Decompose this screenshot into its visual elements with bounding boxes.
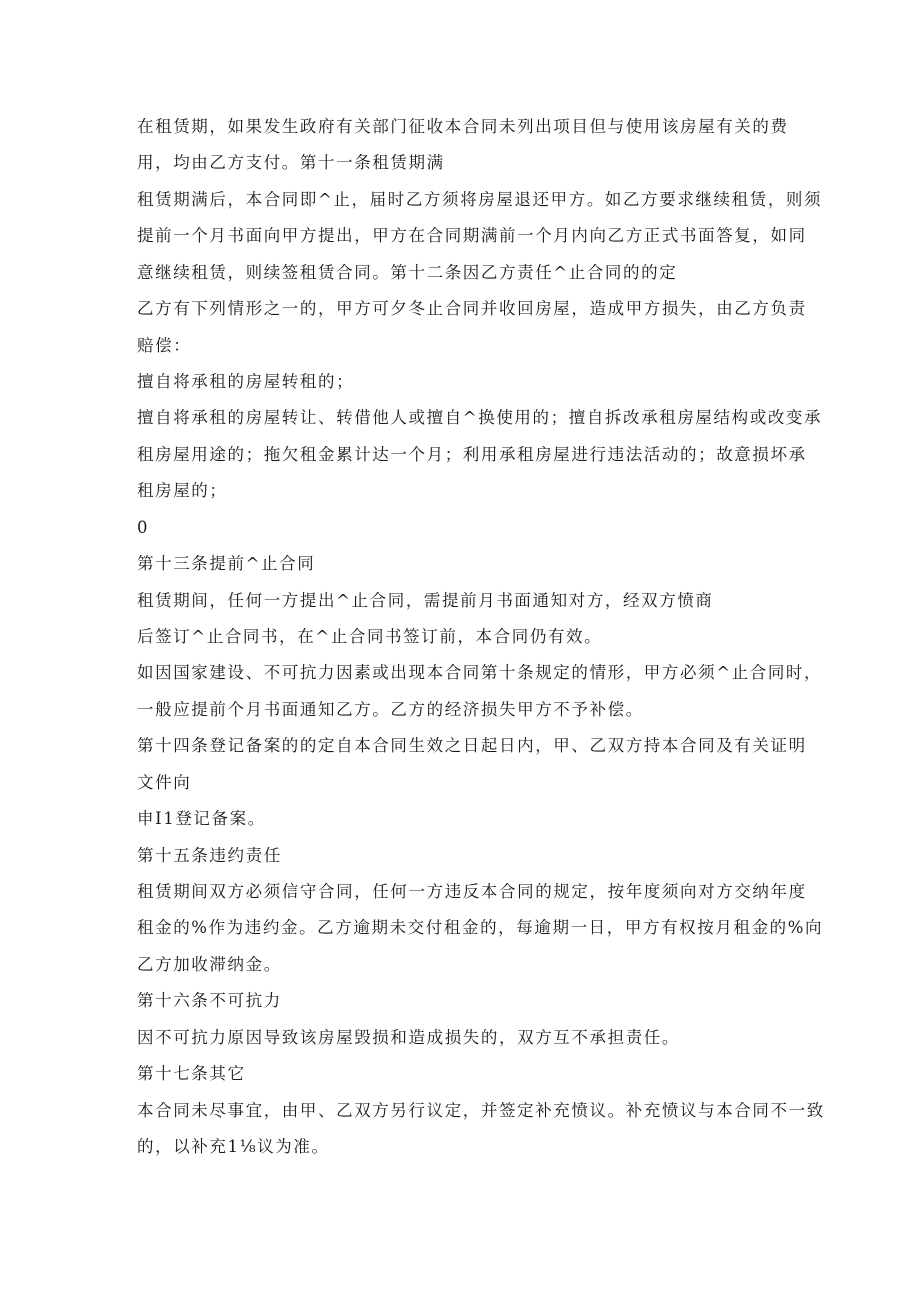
text-line: 乙方加收滞纳金。 bbox=[137, 955, 282, 974]
text-line: 意继续租赁，则续签租赁合同。第十二条因乙方责任^止合同的的定 bbox=[137, 263, 678, 282]
text-line: 租赁期满后，本合同即^止，届时乙方须将房屋退还甲方。如乙方要求继续租赁，则须 bbox=[137, 190, 823, 209]
text-line: 本合同未尽事宜，由甲、乙双方另行议定，并签定补充愤议。补充愤议与本合同不一致 bbox=[137, 1101, 825, 1120]
text-line: 赔偿： bbox=[137, 336, 192, 355]
text-line: 0 bbox=[137, 518, 150, 537]
text-line: 第十四条登记备案的的定自本合同生效之日起日内，甲、乙双方持本合同及有关证明 bbox=[137, 736, 807, 755]
text-line: 文件向 bbox=[137, 773, 192, 792]
text-line: 租金的%作为违约金。乙方逾期未交付租金的，每逾期一日，甲方有权按月租金的%向 bbox=[137, 918, 824, 937]
text-line: 申I1登记备案。 bbox=[137, 809, 266, 828]
text-line: 的，以补充1⅛议为准。 bbox=[137, 1137, 330, 1156]
section-heading: 第十三条提前^止合同 bbox=[137, 554, 316, 573]
section-heading: 第十七条其它 bbox=[137, 1064, 246, 1083]
text-line: 擅自将承租的房屋转让、转借他人或擅自^换使用的；擅自拆改承租房屋结构或改变承 bbox=[137, 408, 823, 427]
text-line: 擅自将承租的房屋转租的； bbox=[137, 372, 355, 391]
text-line: 乙方有下列情形之一的，甲方可夕冬止合同并收回房屋，造成甲方损失，由乙方负责 bbox=[137, 299, 807, 318]
text-line: 租房屋用途的；拖欠租金累计达一个月；利用承租房屋进行违法活动的；故意损坏承 bbox=[137, 445, 807, 464]
text-line: 后签订^止合同书，在^止合同书签订前，本合同仍有效。 bbox=[137, 627, 603, 646]
text-line: 因不可抗力原因导致该房屋毁损和造成损失的，双方互不承担责任。 bbox=[137, 1028, 680, 1047]
text-line: 用，均由乙方支付。第十一条租赁期满 bbox=[137, 153, 445, 172]
section-heading: 第十六条不可抗力 bbox=[137, 991, 282, 1010]
text-line: 如因国家建设、不可抗力因素或出现本合同第十条规定的情形，甲方必须^止合同时， bbox=[137, 663, 823, 682]
text-line: 租房屋的； bbox=[137, 481, 228, 500]
text-line: 租赁期间双方必须信守合同，任何一方违反本合同的规定，按年度须向对方交纳年度 bbox=[137, 882, 807, 901]
text-line: 提前一个月书面向甲方提出，甲方在合同期满前一个月内向乙方正式书面答复，如同 bbox=[137, 226, 807, 245]
text-line: 在租赁期，如果发生政府有关部门征收本合同未列出项目但与使用该房屋有关的费 bbox=[137, 117, 789, 136]
text-line: 租赁期间，任何一方提出^止合同，需提前月书面通知对方，经双方愤商 bbox=[137, 591, 714, 610]
section-heading: 第十五条违约责任 bbox=[137, 846, 282, 865]
text-line: 一般应提前个月书面通知乙方。乙方的经济损失甲方不予补偿。 bbox=[137, 700, 644, 719]
